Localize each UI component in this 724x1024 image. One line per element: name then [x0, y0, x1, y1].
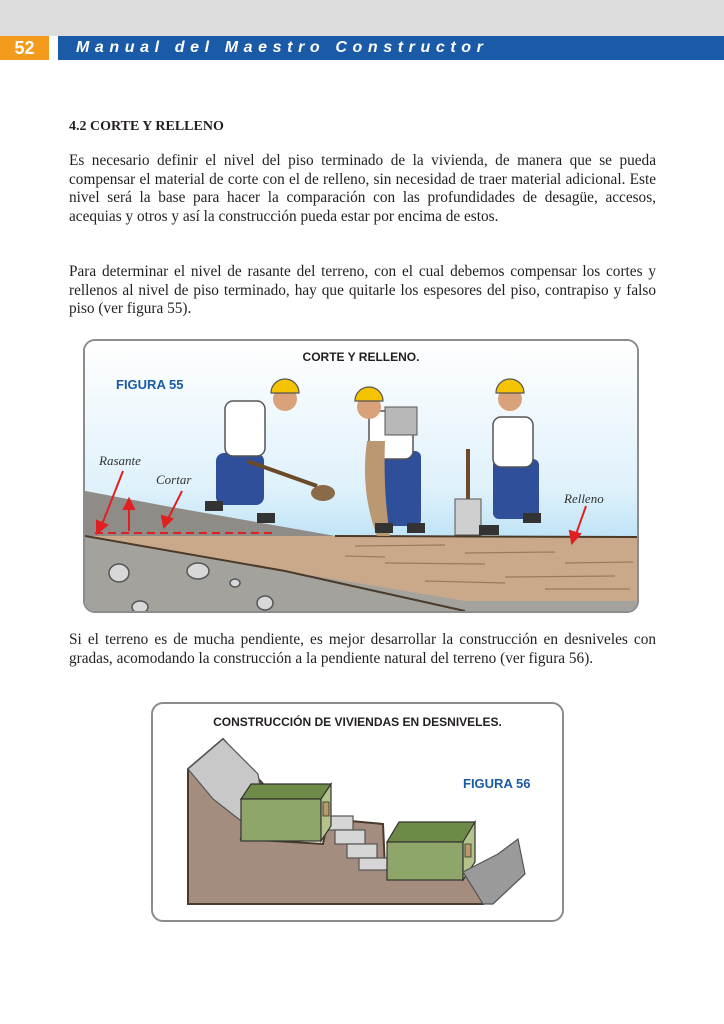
- label-rasante: Rasante: [99, 453, 141, 468]
- label-relleno: Relleno: [564, 491, 604, 506]
- page-number: 52: [0, 36, 49, 60]
- figure-55: [83, 339, 639, 613]
- figure-56-illustration: [153, 704, 562, 920]
- section-heading: 4.2 CORTE Y RELLENO: [69, 119, 224, 134]
- figure-56: [151, 702, 564, 922]
- paragraph-1: Es necesario definir el nivel del piso terminado de la vivienda, de manera que se pueda compensar el material de corte con el de relleno, sin necesidad de traer material adicional. Este nivel será la base para hacer la comparación con las profundidades de desagüe, accesos, acequias y otros y así la construcción pueda estar por encima de estos.: [69, 152, 656, 225]
- figure-55-label: FIGURA 55: [116, 377, 184, 392]
- figure-56-label: FIGURA 56: [463, 776, 531, 791]
- paragraph-2: Para determinar el nivel de rasante del terreno, con el cual debemos compensar los cortes y rellenos al nivel de piso terminado, hay que quitarle los espesores del piso, contrapiso y falso piso (ver figura 55).: [69, 263, 656, 318]
- lower-house: [387, 822, 475, 880]
- upper-house: [241, 784, 331, 841]
- paragraph-3: Si el terreno es de mucha pendiente, es mejor desarrollar la construcción en desniveles con gradas, acomodando la construcción a la pendiente natural del terreno (ver figura 56).: [69, 631, 656, 667]
- label-cortar: Cortar: [156, 472, 192, 487]
- figure-56-title: CONSTRUCCIÓN DE VIVIENDAS EN DESNIVELES.: [213, 715, 502, 729]
- figure-55-title: CORTE Y RELLENO.: [302, 350, 420, 364]
- running-header-title: Manual del Maestro Constructor: [58, 36, 724, 60]
- top-band: [0, 0, 724, 36]
